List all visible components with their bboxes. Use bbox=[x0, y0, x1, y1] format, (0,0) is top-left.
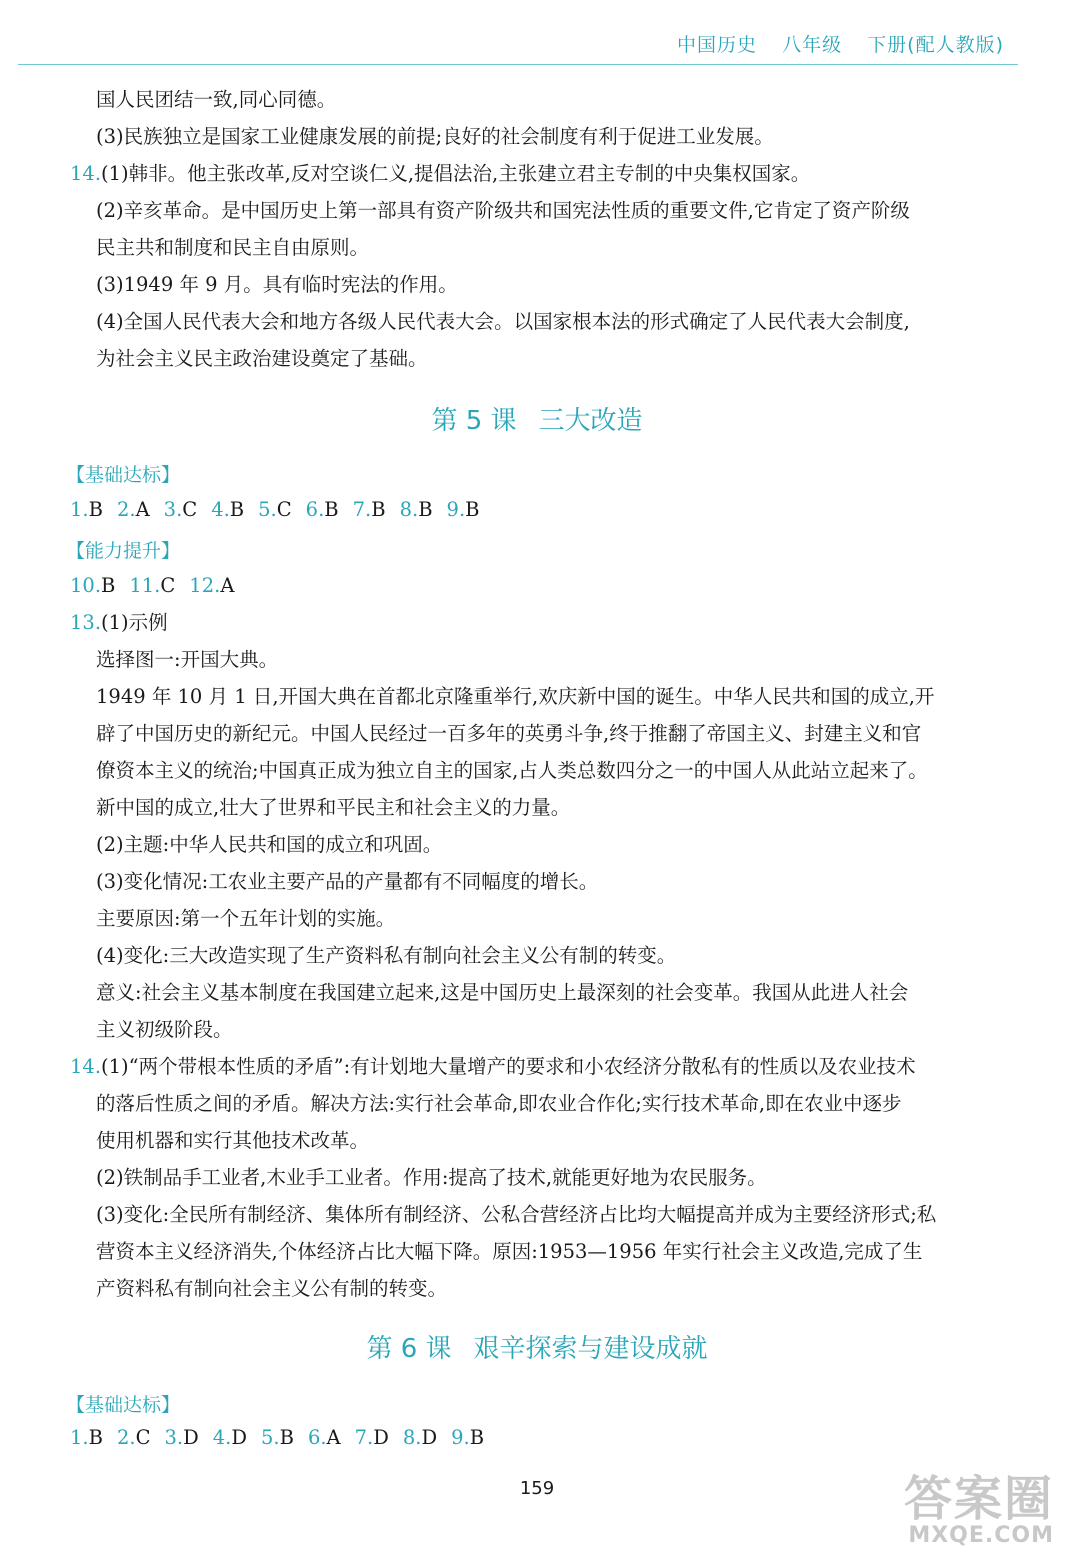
page-number: 159 bbox=[519, 1478, 555, 1499]
answer-number: 8. bbox=[399, 498, 419, 521]
text-line: (1)“两个带根本性质的矛盾”:有计划地大量增产的要求和小农经济分散私有的性质以及农业技术 bbox=[101, 1055, 916, 1078]
answer-item bbox=[400, 498, 433, 521]
answer-number: 10. bbox=[70, 574, 102, 597]
question-number: 14. bbox=[70, 162, 102, 185]
answer-item bbox=[403, 1426, 437, 1449]
answer-number: 12. bbox=[189, 574, 221, 597]
answer-letter: B bbox=[229, 498, 245, 521]
answer-number: 1. bbox=[70, 1426, 89, 1449]
header-volume: 下册(配人教版) bbox=[867, 34, 1004, 56]
answer-item bbox=[353, 498, 386, 521]
question-number: 13. bbox=[70, 611, 102, 634]
text-line: (2)铁制品手工业者,木业手工业者。作用:提高了技术,就能更好地为农民服务。 bbox=[96, 1166, 767, 1189]
answer-letter: B bbox=[101, 574, 116, 597]
answer-number: 5. bbox=[258, 498, 277, 521]
answer-number: 8. bbox=[402, 1426, 422, 1449]
answer-item bbox=[447, 498, 480, 521]
answer-item bbox=[117, 498, 150, 521]
lesson-name: 艰辛探索与建设成就 bbox=[473, 1334, 708, 1364]
text-line: 辟了中国历史的新纪元。中国人民经过一百多年的英勇斗争,终于推翻了帝国主义、封建主义和官 bbox=[96, 722, 922, 745]
answer-letter: B bbox=[324, 498, 339, 521]
question-13-line bbox=[70, 609, 168, 637]
text-line: 国人民团结一致,同心同德。 bbox=[96, 88, 337, 111]
answer-number: 2. bbox=[116, 1426, 136, 1449]
lesson-6-title bbox=[0, 1328, 1074, 1365]
answer-item bbox=[117, 1426, 151, 1449]
answer-number: 4. bbox=[211, 498, 230, 521]
watermark-text: 答案圈 bbox=[903, 1471, 1054, 1527]
answer-letter: B bbox=[279, 1426, 294, 1449]
answer-number: 5. bbox=[260, 1426, 280, 1449]
text-line: (2)辛亥革命。是中国历史上第一部具有资产阶级共和国宪法性质的重要文件,它肯定了资产阶级 bbox=[96, 199, 910, 222]
text-line: 民主共和制度和民主自由原则。 bbox=[96, 236, 370, 259]
answer-row-ability bbox=[70, 572, 248, 600]
text-line: (1)示例 bbox=[101, 611, 168, 634]
page-header bbox=[0, 30, 1004, 57]
text-line: (4)全国人民代表大会和地方各级人民代表大会。以国家根本法的形式确定了人民代表大会制度, bbox=[96, 310, 910, 333]
answer-number: 11. bbox=[129, 574, 161, 597]
answer-letter: A bbox=[326, 1426, 341, 1449]
answer-item bbox=[451, 1426, 484, 1449]
answer-item bbox=[308, 1426, 341, 1449]
answer-number: 6. bbox=[307, 1426, 327, 1449]
section-basic-label: 【基础达标】 bbox=[66, 1394, 181, 1416]
answer-letter: B bbox=[88, 498, 103, 521]
text-line: (3)民族独立是国家工业健康发展的前提;良好的社会制度有利于促进工业发展。 bbox=[96, 125, 774, 148]
answer-letter: D bbox=[183, 1426, 199, 1449]
answer-number: 2. bbox=[116, 498, 136, 521]
answer-number: 4. bbox=[212, 1426, 232, 1449]
answer-letter: D bbox=[421, 1426, 438, 1449]
text-line: 为社会主义民主政治建设奠定了基础。 bbox=[96, 347, 428, 370]
answer-item bbox=[211, 498, 244, 521]
text-line: 的落后性质之间的矛盾。解决方法:实行社会革命,即农业合作化;实行技术革命,即在农业中逐步 bbox=[96, 1092, 902, 1115]
watermark-logo bbox=[904, 1460, 1054, 1548]
text-line: (2)主题:中华人民共和国的成立和巩固。 bbox=[96, 833, 443, 856]
answer-letter: A bbox=[220, 574, 235, 597]
answer-letter: B bbox=[465, 498, 480, 521]
text-line: 僚资本主义的统治;中国真正成为独立自主的国家,占人类总数四分之一的中国人从此站立起来了。 bbox=[96, 759, 928, 782]
text-line: (3)1949 年 9 月。具有临时宪法的作用。 bbox=[96, 273, 458, 296]
text-line: 使用机器和实行其他技术改革。 bbox=[96, 1129, 370, 1152]
answer-item bbox=[213, 1426, 247, 1449]
text-line: (1)韩非。他主张改革,反对空谈仁义,提倡法治,主张建立君主专制的中央集权国家。 bbox=[101, 162, 811, 185]
answer-letter: C bbox=[160, 574, 176, 597]
answer-item bbox=[306, 498, 339, 521]
answer-number: 1. bbox=[70, 498, 89, 521]
answer-item bbox=[189, 574, 234, 597]
answer-item bbox=[164, 1426, 198, 1449]
answer-letter: B bbox=[418, 498, 433, 521]
text-line: (4)变化:三大改造实现了生产资料私有制向社会主义公有制的转变。 bbox=[96, 944, 677, 967]
answer-letter: D bbox=[231, 1426, 247, 1449]
answer-number: 7. bbox=[354, 1426, 374, 1449]
text-line: 主要原因:第一个五年计划的实施。 bbox=[96, 907, 396, 930]
header-divider bbox=[18, 64, 1018, 65]
text-line: (3)变化:全民所有制经济、集体所有制经济、公私合营经济占比均大幅提高并成为主要经济形式;私 bbox=[96, 1203, 937, 1226]
section-basic-label: 【基础达标】 bbox=[66, 464, 181, 486]
answer-number: 6. bbox=[305, 498, 325, 521]
text-line: 新中国的成立,壮大了世界和平民主和社会主义的力量。 bbox=[96, 796, 571, 819]
answer-letter: C bbox=[276, 498, 292, 521]
text-line: 意义:社会主义基本制度在我国建立起来,这是中国历史上最深刻的社会变革。我国从此进人社会 bbox=[96, 981, 909, 1004]
answer-letter: B bbox=[371, 498, 386, 521]
text-line: 产资料私有制向社会主义公有制的转变。 bbox=[96, 1277, 448, 1300]
text-line: 选择图一:开国大典。 bbox=[96, 648, 279, 671]
answer-item bbox=[164, 498, 198, 521]
answer-number: 3. bbox=[163, 498, 183, 521]
lesson-number: 第 5 课 bbox=[431, 406, 517, 436]
header-grade: 八年级 bbox=[782, 34, 843, 56]
question-number: 14. bbox=[70, 1055, 102, 1078]
text-line: (3)变化情况:工农业主要产品的产量都有不同幅度的增长。 bbox=[96, 870, 599, 893]
question-14-line bbox=[70, 160, 810, 188]
answer-row-basic bbox=[70, 496, 493, 524]
answer-item bbox=[261, 1426, 294, 1449]
answer-letter: B bbox=[469, 1426, 485, 1449]
lesson-number: 第 6 课 bbox=[366, 1334, 452, 1364]
answer-letter: D bbox=[373, 1426, 389, 1449]
question-14-line bbox=[70, 1053, 916, 1081]
lesson-5-title bbox=[0, 400, 1074, 437]
answer-item bbox=[70, 498, 103, 521]
answer-item bbox=[129, 574, 175, 597]
answer-letter: C bbox=[182, 498, 198, 521]
header-subject: 中国历史 bbox=[677, 34, 758, 56]
lesson-name: 三大改造 bbox=[538, 406, 643, 436]
text-line: 营资本主义经济消失,个体经济占比大幅下降。原因:1953—1956 年实行社会主义改造,完成了生 bbox=[96, 1240, 923, 1263]
answer-item bbox=[70, 574, 115, 597]
answer-number: 3. bbox=[164, 1426, 184, 1449]
answer-item bbox=[355, 1426, 389, 1449]
answer-letter: C bbox=[135, 1426, 151, 1449]
answer-number: 9. bbox=[446, 498, 466, 521]
section-ability-label: 【能力提升】 bbox=[66, 540, 181, 562]
answer-item bbox=[70, 1426, 103, 1449]
answer-letter: A bbox=[135, 498, 150, 521]
watermark-url: MXQE.COM bbox=[908, 1523, 1054, 1548]
answer-number: 7. bbox=[352, 498, 372, 521]
answer-item bbox=[258, 498, 292, 521]
answer-number: 9. bbox=[451, 1426, 470, 1449]
text-line: 1949 年 10 月 1 日,开国大典在首都北京隆重举行,欢庆新中国的诞生。中华人民共和国的成立,开 bbox=[96, 685, 935, 708]
answer-letter: B bbox=[88, 1426, 103, 1449]
answer-row-basic bbox=[70, 1424, 498, 1452]
text-line: 主义初级阶段。 bbox=[96, 1018, 233, 1041]
